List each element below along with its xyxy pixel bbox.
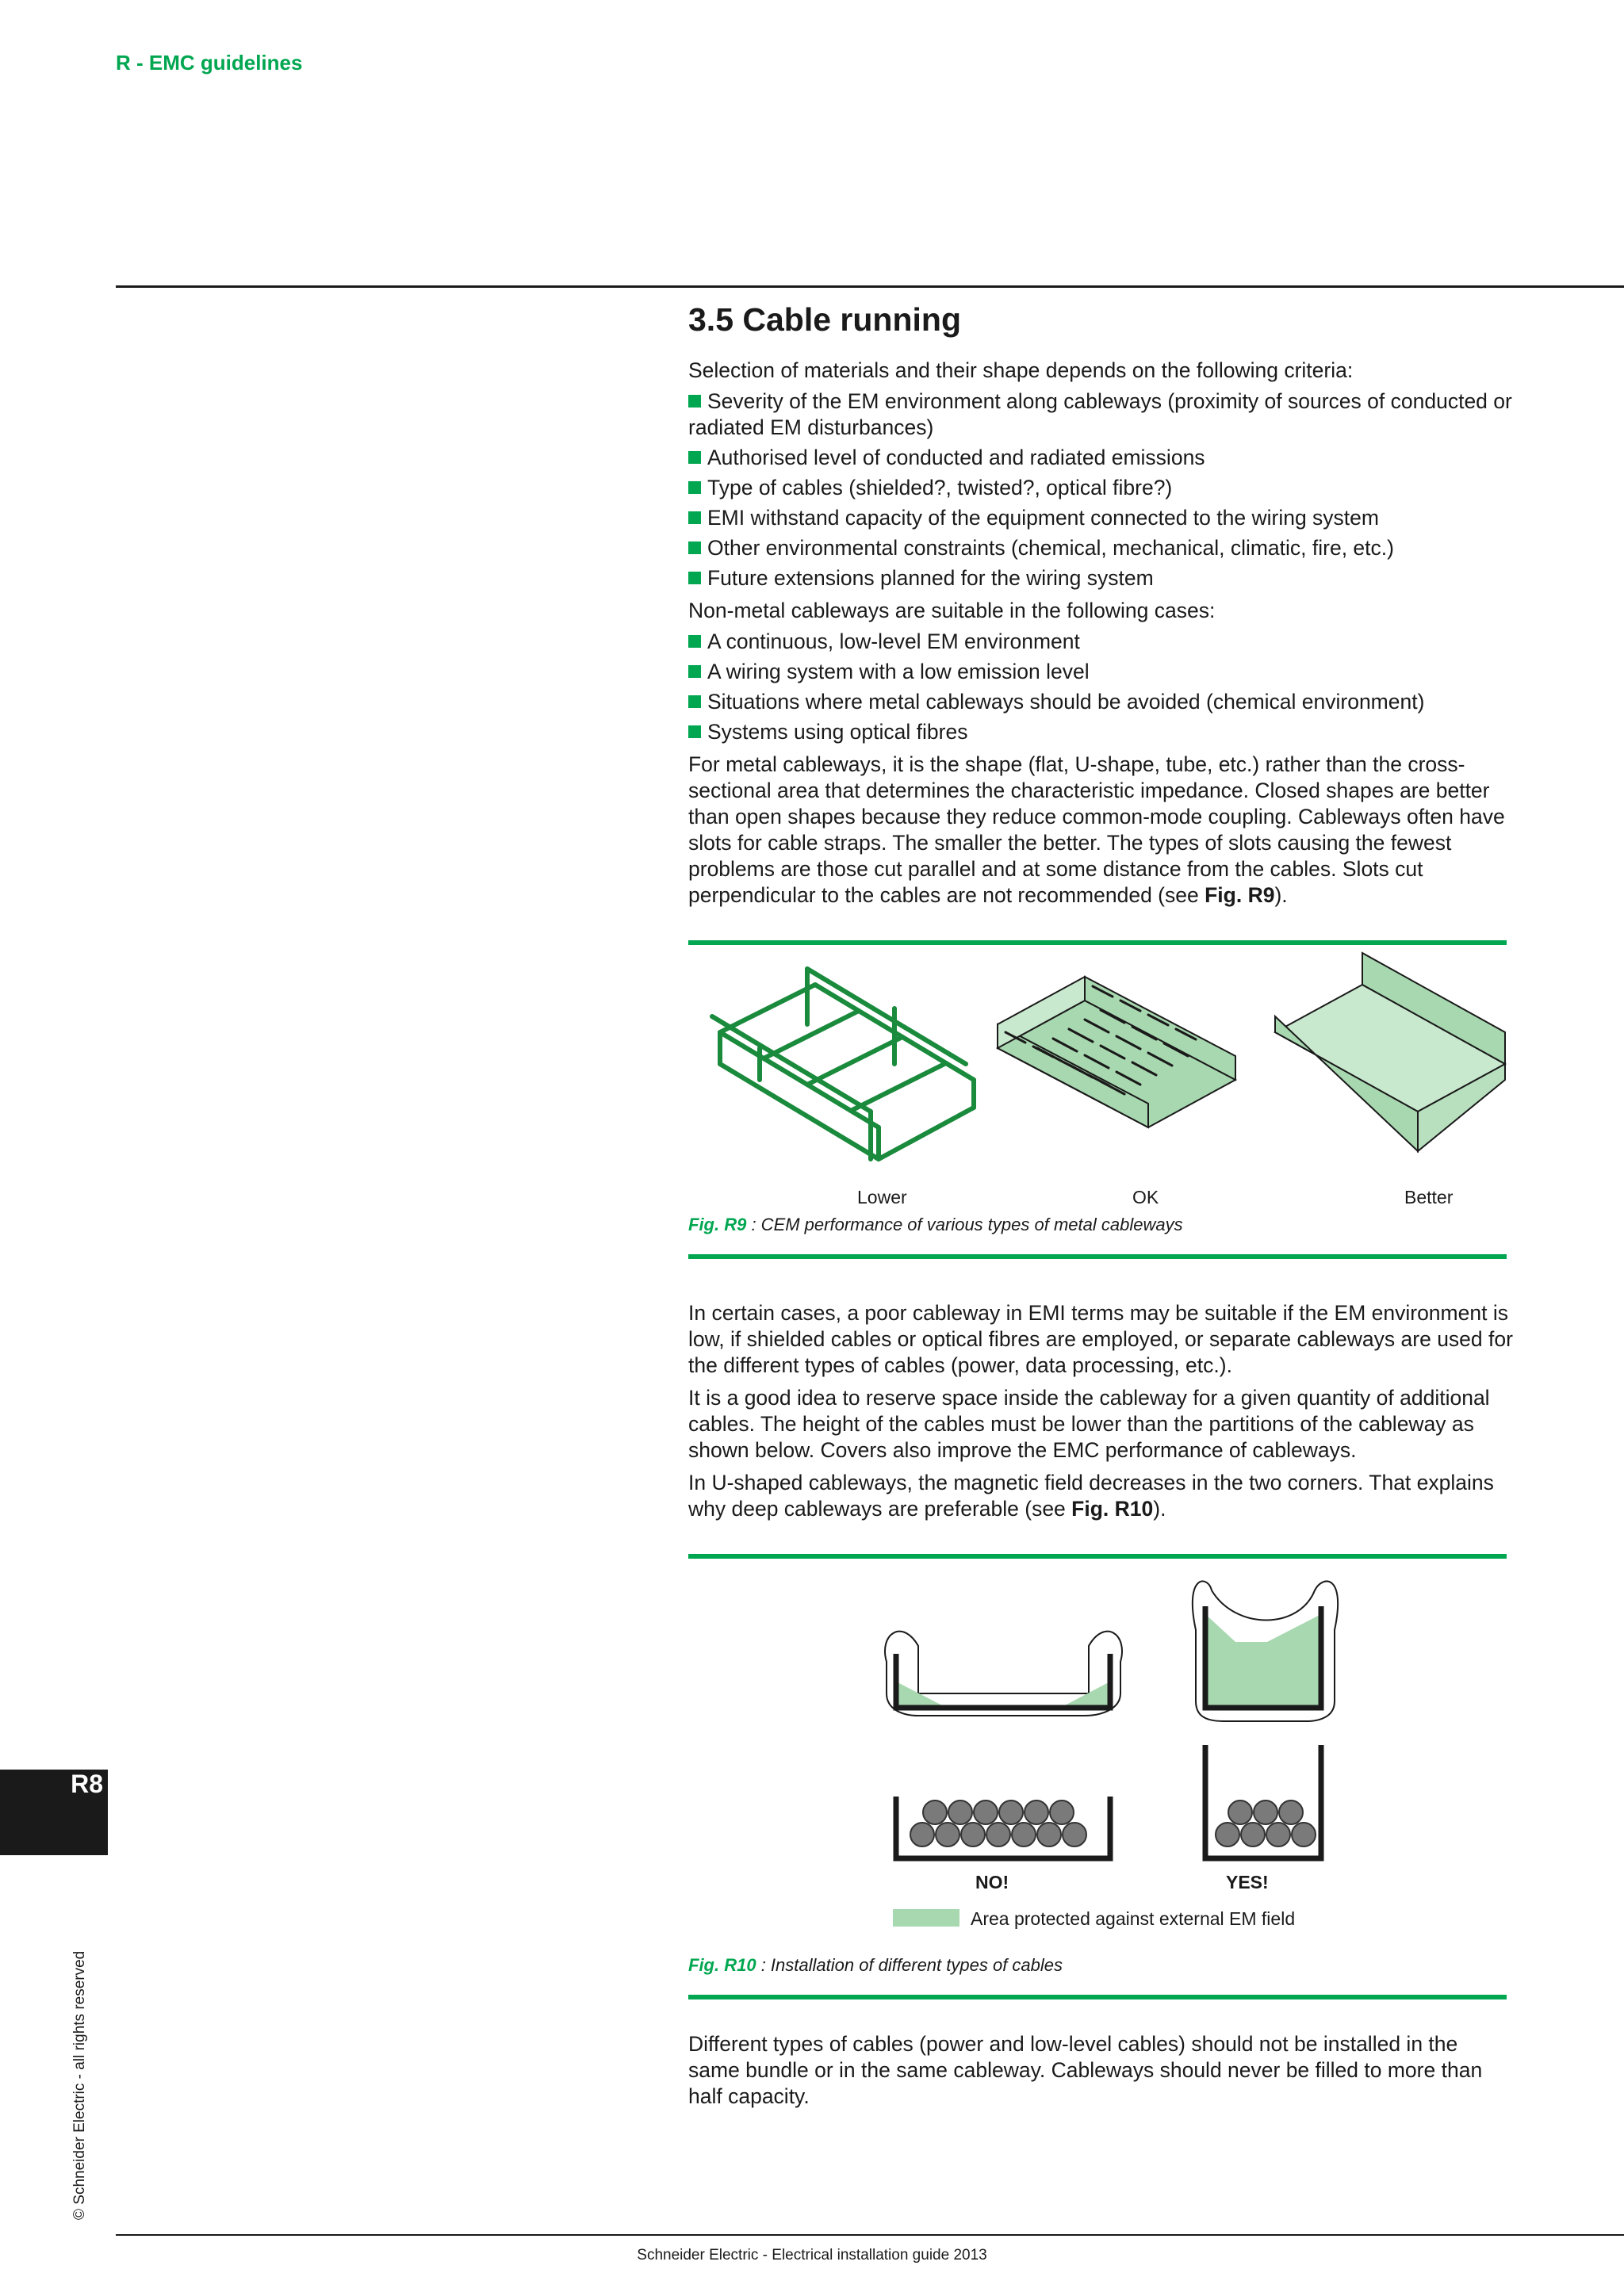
- copyright-notice: © Schneider Electric - all rights reserved: [71, 1950, 88, 2220]
- list-item: Authorised level of conducted and radiated emissions: [688, 445, 1513, 471]
- legend-text: Area protected against external EM field: [971, 1908, 1296, 1929]
- figure-r9: [688, 945, 1513, 1207]
- list-item: Severity of the EM environment along cableways (proximity of sources of conducted or radiated EM disturbances): [688, 389, 1512, 439]
- bullet-square-icon: [688, 635, 701, 648]
- performance-label-lower: Lower: [857, 1187, 907, 1207]
- paragraph: It is a good idea to reserve space inside the cableway for a given quantity of additional cables. The height of the cables must be lower than the partitions of the cableway as shown below. Covers also improve the EMC performance of cableways.: [688, 1386, 1490, 1462]
- bullet-square-icon: [688, 481, 701, 494]
- figure-caption: Fig. R10 : Installation of different types of cables: [688, 1955, 1063, 1975]
- fig-reference: Fig. R9: [1205, 883, 1275, 907]
- nonmetal-list: [688, 629, 1513, 745]
- performance-label-better: Better: [1404, 1187, 1454, 1207]
- list-item: EMI withstand capacity of the equipment connected to the wiring system: [688, 505, 1513, 531]
- deep-tray-cables: [1205, 1745, 1321, 1858]
- figure-r10: [688, 1559, 1513, 1947]
- performance-label-ok: OK: [1132, 1187, 1159, 1207]
- paragraph: In certain cases, a poor cableway in EMI terms may be suitable if the EM environment is low, if shielded cables or optical fibres are employed, or separate cableways are used for the different types of cables (power, data processing, etc.).: [688, 1301, 1513, 1377]
- list-item: A continuous, low-level EM environment: [688, 629, 1513, 655]
- cable-installation-illustration: [688, 1559, 1513, 1892]
- legend-swatch-box: [893, 1909, 959, 1927]
- list-item: Situations where metal cableways should be avoided (chemical environment): [688, 689, 1513, 715]
- figure-caption: Fig. R9 : CEM performance of various types of metal cableways: [688, 1215, 1183, 1234]
- shallow-tray-cables: [896, 1797, 1110, 1858]
- criteria-intro: Selection of materials and their shape depends on the following criteria:: [688, 358, 1354, 382]
- cableways-illustration: [688, 945, 1513, 1183]
- fig-reference: Fig. R10: [1071, 1497, 1154, 1521]
- bullet-square-icon: [688, 511, 701, 524]
- running-header: R - EMC guidelines: [116, 51, 303, 75]
- list-item: Other environmental constraints (chemical, mechanical, climatic, fire, etc.): [688, 535, 1513, 561]
- footer-rule: [116, 2234, 1624, 2236]
- bullet-square-icon: [688, 695, 701, 708]
- list-item: Systems using optical fibres: [688, 719, 1513, 745]
- solid-channel-cableway: [1275, 953, 1505, 1151]
- figure-rule: [688, 1254, 1507, 1259]
- yes-label: YES!: [1226, 1872, 1269, 1892]
- shallow-tray-field: [885, 1632, 1122, 1716]
- bullet-square-icon: [688, 725, 701, 738]
- header-rule: [116, 285, 1624, 288]
- page-footer: Schneider Electric - Electrical installation guide 2013: [637, 2247, 987, 2263]
- nonmetal-intro: Non-metal cableways are suitable in the following cases:: [688, 599, 1216, 622]
- bullet-square-icon: [688, 451, 701, 464]
- section-heading: 3.5 Cable running: [688, 301, 961, 338]
- deep-tray-field: [1193, 1581, 1338, 1721]
- bullet-square-icon: [688, 395, 701, 408]
- figure-rule: [688, 1995, 1507, 1999]
- bullet-square-icon: [688, 665, 701, 678]
- metal-cableways-paragraph: For metal cableways, it is the shape (flat, U-shape, tube, etc.) rather than the cross-sectional area that determines the characteristic impedance. Closed shapes are better than open shapes because they reduce common-mode coupling. Cableways often have slots for cable straps. The smaller the better. The types of slots causing the fewest problems are those cut parallel and at some distance from the cables. Slots cut perpendicular to the cables are not recommended (see Fig. R9).: [688, 752, 1505, 907]
- criteria-list: [688, 388, 1513, 591]
- wire-mesh-cableway: [712, 969, 974, 1159]
- closing-paragraph: Different types of cables (power and low-level cables) should not be installed in the same bundle or in the same cableway. Cableways should never be filled to more than half capacity.: [688, 2032, 1483, 2108]
- page-number-tab: [0, 1770, 108, 1855]
- list-item: Type of cables (shielded?, twisted?, optical fibre?): [688, 475, 1513, 501]
- list-item: A wiring system with a low emission level: [688, 659, 1513, 685]
- no-label: NO!: [975, 1872, 1009, 1892]
- page-number: R8: [71, 1770, 103, 1798]
- slotted-tray-cableway: [998, 977, 1235, 1127]
- main-content: [688, 301, 1513, 2114]
- list-item: Future extensions planned for the wiring system: [688, 565, 1513, 591]
- paragraph: In U-shaped cableways, the magnetic field decreases in the two corners. That explains why deep cableways are preferable (see Fig. R10).: [688, 1471, 1494, 1521]
- bullet-square-icon: [688, 541, 701, 554]
- bullet-square-icon: [688, 572, 701, 584]
